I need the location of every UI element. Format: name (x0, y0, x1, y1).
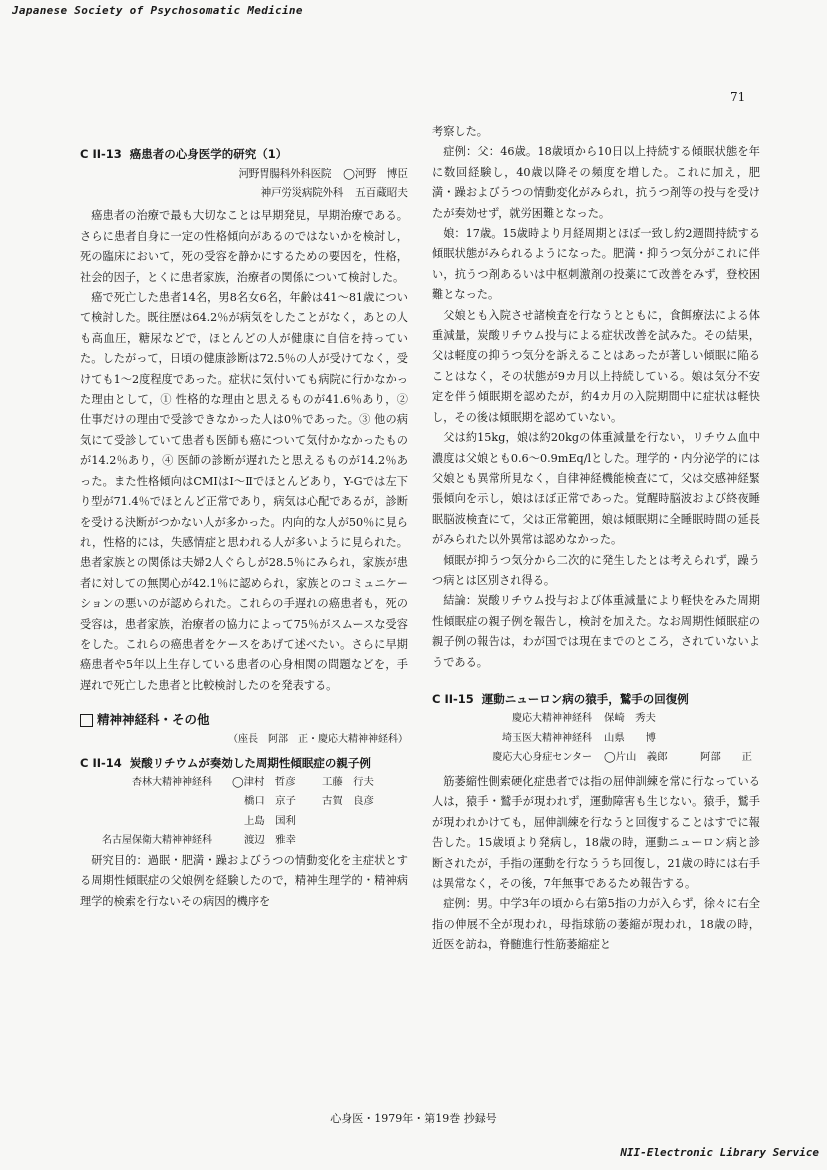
article-code: C II-15 (432, 691, 474, 706)
author-name: 橋口 京子 (244, 795, 296, 808)
article-code: C II-14 (80, 755, 122, 770)
left-column (80, 122, 408, 912)
article-code: C II-13 (80, 147, 122, 161)
author-block (102, 773, 408, 851)
author-line (102, 831, 408, 851)
body-paragraph: 筋萎縮性側索硬化症患者では指の屈伸訓練を常に行なっている人は，猿手・鷲手が現われず，運動障害も生じない。猿手，鷲手が現われかけても，屈伸訓練を行なうと回復することはすでに報告した。15歳頃より発病し，18歳の時，運動ニューロン病と診断されたが，手指の運動を行なううち回復し，21歳の時には右手は異常なく，その後，7年無事であるため報告する。 (432, 774, 760, 890)
author-affiliation: 河野胃腸科外科医院 (238, 168, 332, 181)
author-affiliation: 埼玉医大精神神経科 (502, 732, 592, 744)
author-line (462, 729, 760, 749)
author-name: 工藤 行夫 (322, 775, 374, 788)
author-name: 上島 国利 (244, 814, 296, 827)
body-paragraph: 父娘とも入院させ諸検査を行なうとともに，食餌療法による体重減量，炭酸リチウム投与による症状改善を試みた。その結果，父は軽度の抑うつ気分を訴えることはあったが著しい傾眠に陥ることはなく，その状態が9カ月以上持続している。娘は気分不安定を伴う傾眠期を認めたが，約4カ月の入院期間中に症状は軽快し，その後は傾眠期を認めていない。 (432, 308, 760, 424)
article-title-c2-13 (80, 144, 408, 164)
article-title-text: 癌患者の心身医学的研究（1） (129, 147, 288, 161)
square-icon (80, 714, 93, 727)
body-paragraph: 研究目的：過眠・肥満・躁およびうつの情動変化を主症状とする周期性傾眠症の父娘例を経験したので，精神生理学的・精神病理学的検索を行ないその病因的機序を (80, 853, 408, 908)
author-line (80, 164, 408, 184)
section-chair: （座長 阿部 正・慶応大精神神経科） (228, 733, 408, 745)
article-title-c2-14 (80, 753, 408, 773)
section-title: 精神神経科・その他 (97, 712, 210, 728)
author-affiliation: 名古屋保衛大精神神経科 (102, 835, 212, 847)
author-block (462, 709, 760, 768)
right-column (432, 122, 760, 956)
footer-citation: 心身医・1979年・第19巻 抄録号 (330, 1112, 497, 1125)
author-name: 山県 博 (604, 731, 656, 744)
body-paragraph: 父は約15kg，娘は約20kgの体重減量を行ない，リチウム血中濃度は父娘とも0.6～0.9mEq/lとした。理学的・内分泌学的には父娘とも異常所見なく，自律神経機能検査にて，父は交感神経緊張傾向を示し，娘はほぼ正常であった。覚醒時脳波および終夜睡眠脳波検査にて，父は正常範囲，娘は傾眠期に全睡眠時間の延長がみられた以外異常は認めなかった。 (432, 431, 760, 547)
section-heading (80, 710, 408, 730)
body-paragraph: 癌患者の治療で最も大切なことは早期発見，早期治療である。さらに患者自身に一定の性格傾向があるのではないかを検討し，死の臨床において，死の受容を静かにするための要因を，性格，社会的因子，とくに患者家族，治療者の関係について検討した。 (80, 209, 408, 284)
author-affiliation: 慶応大精神神経科 (512, 713, 592, 725)
author-name: ◯片山 義郎 (604, 751, 668, 764)
article-title-c2-15 (432, 689, 760, 709)
article-title-text: 運動ニューロン病の猿手，鷲手の回復例 (481, 691, 689, 706)
author-name: 阿部 正 (700, 751, 752, 764)
footer-service: NII-Electronic Library Service (620, 1146, 819, 1159)
journal-header: Japanese Society of Psychosomatic Medicine (12, 4, 303, 17)
author-line (462, 748, 760, 768)
author-name: 渡辺 雅幸 (244, 834, 296, 847)
body-paragraph: 症例：男。中学3年の頃から右第5指の力が入らず，徐々に右全指の伸展不全が現われ，母指球筋の萎縮が現われ，18歳の時，近医を訪ね，脊髄進行性筋萎縮症と (432, 897, 760, 952)
author-affiliation: 慶応大心身症センター (492, 752, 592, 764)
author-affiliation: 神戸労災病院外科 (260, 187, 344, 200)
body-paragraph: 結論：炭酸リチウム投与および体重減量により軽快をみた周期性傾眠症の親子例を報告し，検討を加えた。なお周期性傾眠症の親子例の報告は，わが国では現在までのところ，されていないようである。 (432, 594, 760, 669)
body-paragraph: 娘：17歳。15歳時より月経周期とほぼ一致し約2週間持続する傾眠状態がみられるようになった。肥満・抑うつ気分がこれに伴い，抗うつ剤あるいは中枢刺激剤の投薬にて改善をみず，登校困難となった。 (432, 227, 760, 302)
body-paragraph: 症例：父：46歳。18歳頃から10日以上持続する傾眠状態を年に数回経験し，40歳以降その頻度を増した。これに加え，肥満・躁およびうつの情動変化がみられ，抗うつ剤等の投与を受けたが奏効せず，就労困難となった。 (432, 145, 760, 220)
author-name: ◯河野 博臣 (343, 168, 408, 181)
page-number: 71 (730, 90, 746, 104)
article-title-text: 炭酸リチウムが奏効した周期性傾眠症の親子例 (129, 755, 371, 770)
author-line (462, 709, 760, 729)
author-name: 保崎 秀夫 (604, 712, 656, 725)
author-line (132, 792, 408, 812)
author-line (80, 184, 408, 202)
body-paragraph: 傾眠が抑うつ気分から二次的に発生したとは考えられず，躁うつ病とは区別され得る。 (432, 553, 760, 587)
body-paragraph: 癌で死亡した患者14名，男8名女6名，年齢は41～81歳について検討した。既往歴は64.2％が病気をしたことがなく，あとの人も高血圧，糖尿などで，ほとんどの人が健康に自信を持っていた。したがって，日頃の健康診断は72.5％の人が受けてなく，受けても1～2度程度であった。症状に気付いても病院に行かなかった理由として，① 性格的な理由と思えるものが41.6％あり，② 仕事だけの理由で受診できなかった人は0％であった。③ 他の病気にて受診していて患者も医師も癌について気付かなかったものが14.2％あり，④ 医師の診断が遅れたと思えるものが14.2％あった。また性格傾向はCMIはⅠ～Ⅱでほとんどあり，Y-Gでは左下り型が71.4％でほとんど正常であり，病気は心配であるが，診断を受ける決断がつかない人が多かった。内向的な人が50％に見られ，性格的には，失感情症と思われる人が多いように見られた。患者家族との関係は夫婦2人ぐらしが28.5％にみられ，家族が患者に対しての無関心が42.1％に認められ，家族とのコミュニケーションの悪いのが認められた。これらの手遅れの癌患者も，死の受容は，患者家族，治療者の協力によって75％がスムースな受容をした。これらの癌患者をケースをあげて述べたい。さらに早期癌患者や5年以上生存している患者の心身相関の問題などを，手遅れで死亡した患者と比較検討したのを発表する。 (80, 291, 408, 692)
author-line (132, 773, 408, 793)
author-name: 古賀 良彦 (322, 795, 374, 808)
author-affiliation: 杏林大精神神経科 (132, 776, 212, 788)
author-name: 五百蔵昭夫 (355, 187, 408, 200)
author-line (132, 812, 408, 832)
body-paragraph: 考察した。 (432, 125, 488, 138)
author-name: ◯津村 哲彦 (232, 775, 296, 788)
